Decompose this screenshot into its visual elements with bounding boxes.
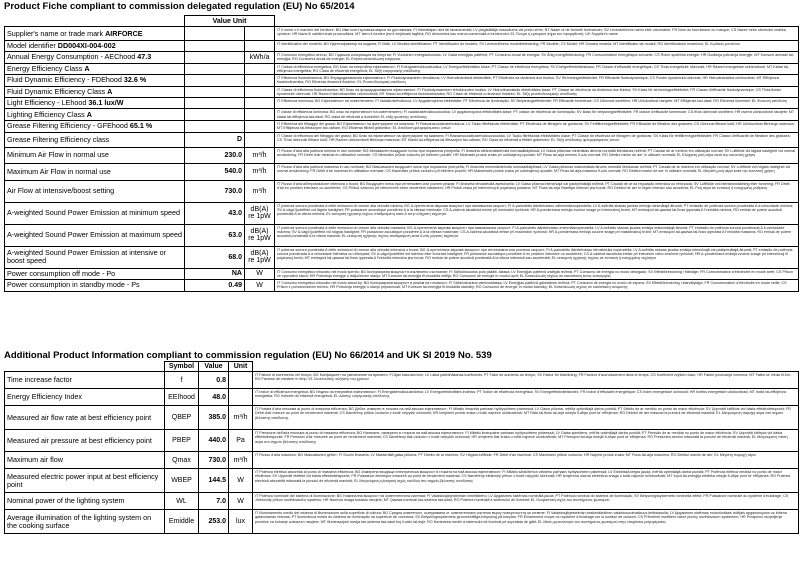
row-label: Measured air pressure at best efficiency point (5, 430, 165, 452)
row-description: IT Indice di efficienza energetica; BG Индекс на енергийна ефективност; FI Energiatehokkuusindeksi; LV Energoefektivitātes indekss; PT Índice de eficiência energética; SV Energieffektivitetsindex; FR Indice d'efficacité énergétique; CS Index energetické účinnosti; HR Indeks energetske učinkovitosti; MT Indiċi tal-effiċjenza enerġetika; RO Indicele de eficiență energetică; EL Δείκτης ενεργειακής απόδοσης (253, 389, 799, 406)
label-text: Air Flow at intensive/boost setting (7, 186, 115, 196)
row-value: 230.0 (185, 147, 245, 163)
row-description: IT Flusso d'aria massimo; BG Максимален дебит; FI Suurin ilmavirta; LV Maksimālā gaisa plūsma; PT Débito de ar máximo; SV Högsta luftflöde; FR Débit d'air maximal; CS Maximální průtok vzduchu; HR Najveći protok zraka; MT Fluss tal-arja massimu; RO Debitul maxim de aer; EL Μέγιστη παροχή αέρα (253, 452, 799, 469)
row-description: IT Illuminamento medio del sistema di illuminazione sulla superficie di cottura; BG Средна осветеност, осигурявана от осветителната система върху повърхността за готвене; FI Valaistusjärjestelmän keskimääräinen valaistusvoimakkuus keittotasolla; LV Apgaismes sistēmas nodrošinātais vidējais apgaismojums uz ēdiena gatavošanas virsmas; PT Iluminância média do sistema de iluminação na superfície de cozedura; SV Belysningssystemets genomsnittliga belysning på kokytan; FR Éclairement moyen du système d'éclairage sur la surface de cuisson; CS Průměrné osvětlení varné plochy osvětlovacím systémem; HR Prosječno osvjetljenje površine za kuhanje sustavom rasvjete; MT Illuminazzjoni medja tas-sistema tad-dawl fuq il-wiċċ tat-tisjir; RO Iluminarea medie a sistemului de iluminat pe suprafața de gătit; EL Μέση φωτεινότητα του συστήματος φωτισμού στην επιφάνεια μαγειρέματος (253, 510, 799, 534)
row-unit (245, 98, 275, 109)
row-description: IT Portata d'aria misurata al punto di massima efficienza; BG Дебит, измерен в точката на най-висока ефективност; FI Mitattu ilmavirta parhaan hyötysuhteen pisteessä; LV Gaisa plūsma, mērīta optimālajā darba punktā; PT Débito de ar medido no ponto de maior eficiência; SV Uppmätt luftflöde vid bästa effektivitetspunkt; FR Débit d'air mesuré au point de rendement maximal; CS Naměřený průtok vzduchu v bodě nejvyšší účinnosti; HR Izmjereni protok zraka u točki najveće učinkovitosti; MT Rata tal-fluss tal-arja mkejla fl-aħjar punt ta' effiċjenza; RO Debitul de aer măsurat la punctul de eficiență maximă; EL Μετρούμενη παροχή αέρα στο σημείο βέλτιστης απόδοσης (253, 406, 799, 430)
label-text: Light Efficiency - LEhood (7, 98, 87, 108)
row-unit (245, 75, 275, 87)
additional-info-title: Additional Product Information compliant to commission regulation (EU) No 66/2014 and UK SI 2019 No. 539 (4, 350, 492, 361)
row-unit (245, 132, 275, 147)
row-value: 730.0 (185, 180, 245, 202)
row-unit: m³/h (245, 163, 275, 180)
label-text: A-weighted Sound Power Emission at minimum speed (7, 208, 180, 218)
row-unit: Pa (229, 430, 253, 452)
row-value: 7.0 (199, 493, 229, 510)
inline-value: 36.1 lux/W (88, 98, 124, 108)
row-label: Maximum air flow (5, 452, 165, 469)
row-description: IT Potenza nominale del sistema di illuminazione; BG Номинална мощност на осветителната система; FI Valaistusjärjestelmän nimellisteho; LV Apgaismes sistēmas nominālā jauda; PT Potência nominal do sistema de iluminação; SV Belysningssystemets nominella effekt; FR Puissance nominale du système d'éclairage; CS Jmenovitý příkon osvětlovacího systému; HR Nazivna snaga sustava rasvjete; MT Qawwa nominali tas-sistema tad-dawl; RO Puterea nominală a sistemului de iluminat; EL Ονομαστική ισχύς του συστήματος φωτισμού (253, 493, 799, 510)
fiche-header-row (5, 16, 799, 27)
label-text: Maximum Air Flow in normal use (7, 166, 111, 176)
table-row (5, 52, 799, 64)
table-row (5, 430, 799, 452)
row-label (5, 246, 185, 268)
inline-value: A (86, 109, 92, 119)
inline-value: A (107, 87, 113, 97)
value-header: Value (199, 362, 229, 372)
row-value: 43.0 (185, 202, 245, 224)
row-label: Measured air flow rate at best efficiency point (5, 406, 165, 430)
row-unit (245, 63, 275, 75)
row-value (185, 86, 245, 98)
row-label (5, 147, 185, 163)
inline-value: DD004XI-004-002 (57, 41, 116, 50)
table-row (5, 147, 799, 163)
table-row (5, 163, 799, 180)
row-value: 144.5 (199, 469, 229, 493)
label-text: Power consumption in standby mode - Ps (7, 280, 140, 290)
row-description: IT Efficienza luminosa; BG Ефективност на осветлението; FI Valaistustehokkuus; LV Apgaismojuma efektivitāte; PT Eficiência de iluminação; SV Belysningseffektivitet; FR Efficacité lumineuse; CS Účinnost osvětlení; HR Učinkovitost rasvjete; MT Effiċjenza tad-dawl; RO Eficiența iluminării; EL Φωτεινή απόδοση (275, 98, 799, 109)
symbol-header: Symbol (165, 362, 199, 372)
table-row (5, 120, 799, 132)
row-description: IT potenza sonora ponderata A delle emissioni di rumore alla velocità intensiva o boost; BG А-претеглена звукова мощност при интензивна или усилена скорост; FI A-painotettu äänitehotaso tehostetulla nopeudella; LV A-svērtās skaņas jaudas emisija intensīvajā vai pastiprinātajā ātrumā; PT emissão de potência sonora ponderada A à velocidade intensiva ou reforçada; SV A-vägd ljudeffekt vid intensiv eller forcerad hastighet; FR puissance acoustique pondérée A en position intensive ou accélérée; CS A-vážená akustická emise při intenzivní nebo zesílené rychlosti; HR A-ponderirana emisija zvučne snage pri intenzivnoj ili pojačanoj brzini; MT emissjoni tal-qawwa tal-ħoss ippeżata A f'veloċità intensiva jew boost; RO emisia de putere acustică ponderată A la viteza intensivă sau accelerată; EL εκπομπή ηχητικής ισχύος σε εντατική ή ενισχυμένη ταχύτητα (275, 246, 799, 268)
row-description: IT Classe di efficienza fluidodinamica; BG Клас на флуидодинамична ефективност; FI Fluidodynaamisen tehokkuuden luokka; LV Hidrodinamiskās efektivitātes klase; PT Classe de eficiência da dinâmica dos fluidos; SV Klass för strömningseffektivitet; FR Classe d'efficacité fluidodynamique; CS Třída fluidní dynamické účinnosti; HR Razred hidrodinamičke učinkovitosti; MT Klassi tal-effiċjenza fluwidodinamika; RO Clasa de eficiență a dinamicii fluidelor; EL Τάξη ρευστοδυναμικής απόδοσης (275, 86, 799, 98)
row-unit (229, 372, 253, 389)
row-unit (245, 27, 275, 41)
row-label (5, 268, 185, 280)
row-label (5, 180, 185, 202)
row-description: IT Potenza elettrica assorbita al punto di massima efficienza; BG Измерена входяща електрическа мощност в точката на най-висока ефективност; FI Mitattu sähkötehon ottoteho parhaan hyötysuhteen pisteessä; LV Elektriskā ieejas jauda, mērīta optimālajā darba punktā; PT Potência elétrica medida no ponto de maior eficiência; SV Uppmätt eleffekt vid bästa effektivitetspunkt; FR Puissance électrique mesurée au point de rendement maximal; CS Naměřený elektrický příkon v bodě nejvyšší účinnosti; HR Izmjerena ulazna električna snaga u točki najveće učinkovitosti; MT Input tal-enerġija elettrika mkejla fl-aħjar punt ta' effiċjenza; RO Puterea electrică absorbită măsurată la punctul de eficiență maximă; EL Μετρούμενη ηλεκτρική ισχύς εισόδου στο σημείο βέλτιστης απόδοσης (253, 469, 799, 493)
row-value (185, 27, 245, 41)
additional-header-row (5, 362, 799, 372)
label-text: Fluid Dynamic Efficiency Class (7, 87, 106, 97)
row-label (5, 98, 185, 109)
row-value (185, 109, 245, 121)
row-symbol: EEIhood (165, 389, 199, 406)
row-unit: W (229, 493, 253, 510)
row-unit (245, 120, 275, 132)
row-unit: W (245, 280, 275, 292)
row-label (5, 132, 185, 147)
row-unit: dB(A) re 1pW (245, 202, 275, 224)
row-label (5, 202, 185, 224)
row-label (5, 109, 185, 121)
table-row (5, 469, 799, 493)
table-row (5, 493, 799, 510)
row-unit: m³/h (245, 180, 275, 202)
row-description: IT Efficienza fluidodinamica; BG Флуидодинамична ефективност; FI Fluidodynaaminen tehokkuus; LV Hidrodinamiskā efektivitāte; PT Eficiência da dinâmica dos fluidos; SV Strömningseffektivitet; FR Efficacité fluidodynamique; CS Fluidní dynamická účinnost; HR Hidrodinamička učinkovitost; MT Effiċjenza fluwidodinamika; RO Eficiența dinamicii fluidelor; EL Ρευστοδυναμική απόδοση (275, 75, 799, 87)
unit-header: Unit (229, 362, 253, 372)
label-text: A-weighted Sound Power Emission at intensive or boost speed (7, 248, 167, 266)
row-unit: lux (229, 510, 253, 534)
row-value: 253.0 (199, 510, 229, 534)
table-row (5, 406, 799, 430)
row-unit: m³/h (229, 452, 253, 469)
table-row (5, 27, 799, 41)
row-value (185, 120, 245, 132)
row-value (185, 52, 245, 64)
label-text: Fluid Dynamic Efficiency - FDEhood (7, 75, 122, 85)
row-unit: m³/h (245, 147, 275, 163)
table-row (5, 75, 799, 87)
row-description: IT Efficienza del filtraggio dei grassi; BG Ефективност на филтриране на мазнини; FI Rasvansuodatustehokkuus; LV Tauku filtrēšanas efektivitāte; PT Eficiência de filtragem de gorduras; SV Fettfiltreringseffektivitet; FR Efficacité de filtration des graisses; CS Účinnost filtrace tuků; HR Učinkovitost filtriranja masnoća; MT Effiċjenza tal-filtrazzjoni tax-xaħam; RO Eficiența filtrării grăsimilor; EL Απόδοση φιλτραρίσματος λιπών (275, 120, 799, 132)
row-value (185, 75, 245, 87)
row-description: IT potenza sonora ponderata A delle emissioni di rumore alla velocità minima; BG А-претеглена звукова мощност при минимална скорост; FI A-painotettu äänitehotaso vähimmäisnopeudella; LV A-svērtās skaņas jaudas emisija minimālajā ātrumā; PT emissão de potência sonora ponderada A à velocidade mínima; SV A-vägd ljudeffekt vid lägsta hastighet; FR puissance acoustique pondérée A à la vitesse minimale; CS A-vážená akustická emise při minimální rychlosti; HR A-ponderirana emisija zvučne snage pri minimalnoj brzini; MT emissjoni tal-qawwa tal-ħoss ippeżata A f'veloċità minima; RO emisia de putere acustică ponderată A la viteza minimă; EL εκπομπή ηχητικής ισχύος σταθμισμένη κατά A στην ελάχιστη ταχύτητα (275, 202, 799, 224)
row-label (5, 27, 185, 41)
label-text: Lighting Efficiency Class (7, 109, 85, 119)
row-value (185, 98, 245, 109)
table-row (5, 202, 799, 224)
row-symbol: f (165, 372, 199, 389)
row-unit: dB(A) re 1pW (245, 224, 275, 246)
inline-value: 32.6 % (123, 75, 147, 85)
row-unit: dB(A) re 1pW (245, 246, 275, 268)
row-description: IT Consumo energetico misurato nel modo spento; BG Консумирана мощност в изключено състояние; FI Sähkönkulutus pois päältä -tilassa; LV Enerģijas patēriņš izslēgtā režīmā; PT Consumo de energia no modo desligado; SV Effektförbrukning i frånläge; FR Consommation d'électricité en mode arrêt; CS Příkon ve vypnutém stavu; HR Potrošnja energije u isključenom stanju; MT Konsum tal-enerġija fil-modalità mitfija; RO Consumul de energie în modul oprit; EL Κατανάλωση ισχύος σε κατάσταση εκτός λειτουργίας (275, 268, 799, 280)
row-unit: kWh/a (245, 52, 275, 64)
row-description: IT Flusso d'aria alla potenza massima in uso normale; BG Максимален въздушен поток при нормална употреба; FI Ilmavirta enimmäisteholla normaalikäytössä; LV Gaisa plūsmas maksimālais ātrums normālā lietošanas režīmā; PT Caudal de ar máximo em utilização normal; SV Luftflöde vid högsta hastighet vid normal användning; FR Débit d'air maximal en utilisation normale; CS Maximální průtok vzduchu při běžném použití; HR Maksimalni protok zraka pri uobičajenoj uporabi; MT Fluss tal-arja massimu fl-użu normali; RO Debitul maxim de aer în utilizare normală; EL Μέγιστη ροή αέρα κατά την κανονική χρήση (275, 163, 799, 180)
row-description: IT Flusso d'aria alla potenza minima in uso normale; BG Минимален въздушен поток при нормална употреба; FI Ilmavirta vähimmäisteholla normaalikäytössä; LV Gaisa plūsmas minimālais ātrums normālā lietošanas režīmā; PT Caudal de ar mínimo em utilização normal; SV Luftflöde vid lägsta hastighet vid normal användning; FR Débit d'air minimal en utilisation normale; CS Minimální průtok vzduchu při běžném použití; HR Minimalni protok zraka pri uobičajenoj uporabi; MT Fluss tal-arja minimu fl-użu normali; RO Debitul minim de aer în utilizare normală; EL Ελάχιστη ροή αέρα κατά την κανονική χρήση (275, 147, 799, 163)
row-label (5, 120, 185, 132)
table-row (5, 180, 799, 202)
row-value: 385.0 (199, 406, 229, 430)
row-label (5, 75, 185, 87)
row-value: 540.0 (185, 163, 245, 180)
row-label: Time increase factor (5, 372, 165, 389)
label-text: Power consumption off mode - Po (7, 268, 116, 278)
row-description: IT classe di efficienza luminosa; BG клас на ефективност на осветлението; FI valaistustehokkuusluokka; LV apgaismojuma efektivitātes klase; PT classe de eficiência de iluminação; SV klass för belysningseffektivitet; FR classe d'efficacité lumineuse; CS třída účinnosti osvětlení; HR razred učinkovitosti rasvjete; MT klassi tal-effiċjenza tad-dawl; RO clasa de eficiență a iluminării; EL τάξη φωτεινής απόδοσης (275, 109, 799, 121)
table-row (5, 132, 799, 147)
row-symbol: WL (165, 493, 199, 510)
table-row (5, 268, 799, 280)
row-description: IT potenza sonora ponderata A delle emissioni di rumore alla velocità massima; BG А-претеглена звукова мощност при максимална скорост; FI A-painotettu äänitehotaso enimmäisnopeudella; LV A-svērtās skaņas jaudas emisija maksimālajā ātrumā; PT emissão de potência sonora ponderada A à velocidade máxima; SV A-vägd ljudeffekt vid högsta hastighet; FR puissance acoustique pondérée A à la vitesse maximale; CS A-vážená akustická emise při maximální rychlosti; HR A-ponderirana emisija zvučne snage pri maksimalnoj brzini; MT emissjoni tal-qawwa tal-ħoss ippeżata A f'veloċità massima; RO emisia de putere acustică ponderată A la viteza maximă; EL εκπομπή ηχητικής ισχύος σταθμισμένη κατά A στη μέγιστη ταχύτητα (275, 224, 799, 246)
label-text: Grease Filtering Efficiency - GFEhood (7, 121, 128, 131)
row-label: Average illumination of the lighting system on the cooking surface (5, 510, 165, 534)
row-symbol: Emiddle (165, 510, 199, 534)
row-description: IT Consumo energetico annuo; BG Годишна консумация на енергия; FI Vuotuinen energiankulutus; LV Gada enerģijas patēriņš; PT Consumo anual de energia; SV Årlig energiförbrukning; FR Consommation énergétique annuelle; CS Roční spotřeba energie; HR Godišnja potrošnja energije; MT Konsum annwali tal-enerġija; RO Consumul anual de energie; EL Ετήσια κατανάλωση ενέργειας (275, 52, 799, 64)
row-description: IT Identificativo del modello; BG Идентификатор на модела; FI Malli; LV Modeļa identifikators; PT Identificador do modelo; SV Leverantörens modellbeteckning; FR Modèle; CS Model; HR Oznaka modela; MT Identifikatur tal-mudell; RO Identificatorul modelului; EL Κωδικός μοντέλου (275, 41, 799, 52)
inline-value: 65.1 % (129, 121, 153, 131)
row-value (185, 63, 245, 75)
label-text: Grease Filtering Efficiency class (7, 134, 110, 144)
table-row (5, 452, 799, 469)
row-label: Nominal power of the lighting system (5, 493, 165, 510)
inline-value: 47.3 (137, 52, 152, 62)
row-unit: W (245, 268, 275, 280)
row-label: Measured electric power input at best efficiency point (5, 469, 165, 493)
label-text: Supplier's name or trade mark (7, 28, 104, 38)
label-text: Minimum Air Flow in normal use (7, 150, 109, 160)
value-unit-header: Value Unit (185, 16, 275, 27)
row-description: IT Classe di efficienza del filtraggio dei grassi; BG Клас на ефективност на филтриране на мазнини; FI Rasvansuodatustehokkuusluokka; LV Tauku filtrēšanas efektivitātes klase; PT Classe de eficiência de filtragem de gorduras; SV Klass för fettfiltreringseffektivitet; FR Classe d'efficacité de filtration des graisses; CS Třída účinnosti filtrace tuků; HR Razred učinkovitosti filtriranja masnoća; MT Klassi tal-effiċjenza tal-filtrazzjoni tax-xaħam; RO Clasa de eficiență a filtrării grăsimilor; EL Τάξη απόδοσης φιλτραρίσματος λιπών (275, 132, 799, 147)
table-row (5, 510, 799, 534)
row-unit (245, 41, 275, 52)
label-text: A-weighted Sound Power Emission at maximum speed (7, 230, 182, 240)
table-row (5, 63, 799, 75)
row-unit (245, 109, 275, 121)
row-label (5, 63, 185, 75)
row-symbol: QBEP (165, 406, 199, 430)
table-row (5, 98, 799, 109)
row-label (5, 163, 185, 180)
row-value: 68.0 (185, 246, 245, 268)
row-description: IT Consumo energetico misurato nel modo stand-by; BG Консумирана мощност в режим на готовност; FI Sähkönkulutus valmiustilassa; LV Enerģijas patēriņš gaidstāves režīmā; PT Consumo de energia no modo de espera; SV Effektförbrukning i standbyläge; FR Consommation d'électricité en mode veille; CS Příkon v pohotovostním režimu; HR Potrošnja energije u stanju pripravnosti; MT Konsum tal-enerġija fil-modalità standby; RO Consumul de energie în modul standby; EL Κατανάλωση ισχύος σε κατάσταση αναμονής (275, 280, 799, 292)
table-row (5, 41, 799, 52)
row-label (5, 224, 185, 246)
row-unit: W (229, 469, 253, 493)
row-unit (245, 86, 275, 98)
fiche-title: Product Fiche compliant to commission delegated regulation (EU) No 65/2014 (4, 1, 355, 12)
row-description: IT Il nome o il marchio del fornitore; BG Име или търговска марка на доставчика; FI Valmistajan nimi tai tavaramerkki; LV piegādātāja nosaukums vai preču zīme; NT Naam of de formele leverancier; SV Leverantörens namn eller varumärke; FR Nom du fournisseur ou marque; CS Název nebo obchodní značka výrobce; HR Naziv ili zaštitni znak proizvođača; MT Isem il-fornitur jew it-trejdmark tagħha; RO denumirea sau marca comercială a furnizorului; EL Όνομα ή εμπορικό σήμα του προμηθευτή; UK Supplier's name (275, 27, 799, 41)
row-value: 730.0 (199, 452, 229, 469)
row-value: 48.0 (199, 389, 229, 406)
row-unit: m³/h (229, 406, 253, 430)
inline-value: AIRFORCE (105, 28, 143, 38)
row-label: Energy Efficiency Index (5, 389, 165, 406)
row-unit (229, 389, 253, 406)
table-row (5, 389, 799, 406)
row-value: 0.8 (199, 372, 229, 389)
row-value: 440.0 (199, 430, 229, 452)
table-row (5, 86, 799, 98)
row-label (5, 280, 185, 292)
row-value: 63.0 (185, 224, 245, 246)
row-label (5, 52, 185, 64)
label-text: Annual Energy Consumption - AEChood (7, 52, 136, 62)
table-row (5, 246, 799, 268)
row-description: IT Pressione dell'aria misurata al punto di massima efficienza; BG Налягане, измерено в точката на най-висока ефективност; FI Mitattu ilmanpaine parhaan hyötysuhteen pisteessä; LV Gaisa spiediens, mērīts optimālajā darba punktā; PT Pressão de ar medida no ponto de maior eficiência; SV Uppmätt lufttryck vid bästa effektivitetspunkt; FR Pression d'air mesurée au point de rendement maximal; CS Naměřený tlak vzduchu v bodě nejvyšší účinnosti; HR Izmjereni tlak zraka u točki najveće učinkovitosti; MT Pressjoni tal-arja mkejla fl-aħjar punt ta' effiċjenza; RO Presiunea aerului măsurată la punctul de eficiență maximă; EL Μετρούμενη πίεση αέρα στο σημείο βέλτιστης απόδοσης (253, 430, 799, 452)
row-symbol: Qmax (165, 452, 199, 469)
row-label (5, 41, 185, 52)
table-row (5, 372, 799, 389)
row-label (5, 86, 185, 98)
table-row (5, 224, 799, 246)
label-text: Energy Efficiency Class (7, 63, 83, 73)
row-description: IT Fattore di incremento nel tempo; BG Коефициент на увеличение на времето; FI Ajan kasvukerroin; LV Laika palielināšanas koeficients; PT Fator de aumento do tempo; SV Faktor för tidsökning; FR Facteur d'accroissement dans le temps; CS Koeficient zvýšení času; HR Faktor povećanja vremena; MT Fattur ta' żieda fil-ħin; RO Factorul de creștere în timp; EL Συντελεστής αύξησης του χρόνου (253, 372, 799, 389)
row-symbol: PBEP (165, 430, 199, 452)
product-fiche-table (4, 15, 799, 292)
table-row (5, 280, 799, 292)
label-text: Model identifier (7, 41, 56, 50)
inline-value: A (84, 63, 90, 73)
row-value (185, 41, 245, 52)
row-description: IT Flusso d'aria all'impostazione intensiva o boost; BG Въздушен поток при интензивен или усилен режим; FI Ilmavirta tehostetulla asetuksella; LV Gaisa plūsma intensīvajā vai pastiprinātajā režīmā; PT Caudal de ar na regulação intensiva ou reforçada; SV Luftflöde vid intensivinställning eller forcering; FR Débit d'air en position intensive ou accélérée; CS Průtok vzduchu při intenzivním nebo zesíleném nastavení; HR Protok zraka pri intenzivnoj ili pojačanoj postavci; MT Fluss tal-arja f'issettjar intensiv jew boost; RO Debitul de aer în regim intensiv sau accelerat; EL Ροή αέρα σε εντατική ή ενισχυμένη ρύθμιση (275, 180, 799, 202)
row-description: IT Classe di efficienza energetica; BG Клас на енергийна ефективност; FI Energiatehokkuusluokka; LV Energoefektivitātes klase; PT Classe de eficiência energética; SV Energieffektivitetsklass; FR Classe d'efficacité énergétique; CS Třída energetické účinnosti; HR Razred energetske učinkovitosti; MT Klassi tal-effiċjenza enerġetika; RO Clasa de eficiență energetică; EL Τάξη ενεργειακής απόδοσης (275, 63, 799, 75)
row-symbol: WBEP (165, 469, 199, 493)
row-value: NA (185, 268, 245, 280)
row-value: 0.49 (185, 280, 245, 292)
additional-info-table (4, 361, 799, 534)
table-row (5, 109, 799, 121)
row-value: D (185, 132, 245, 147)
